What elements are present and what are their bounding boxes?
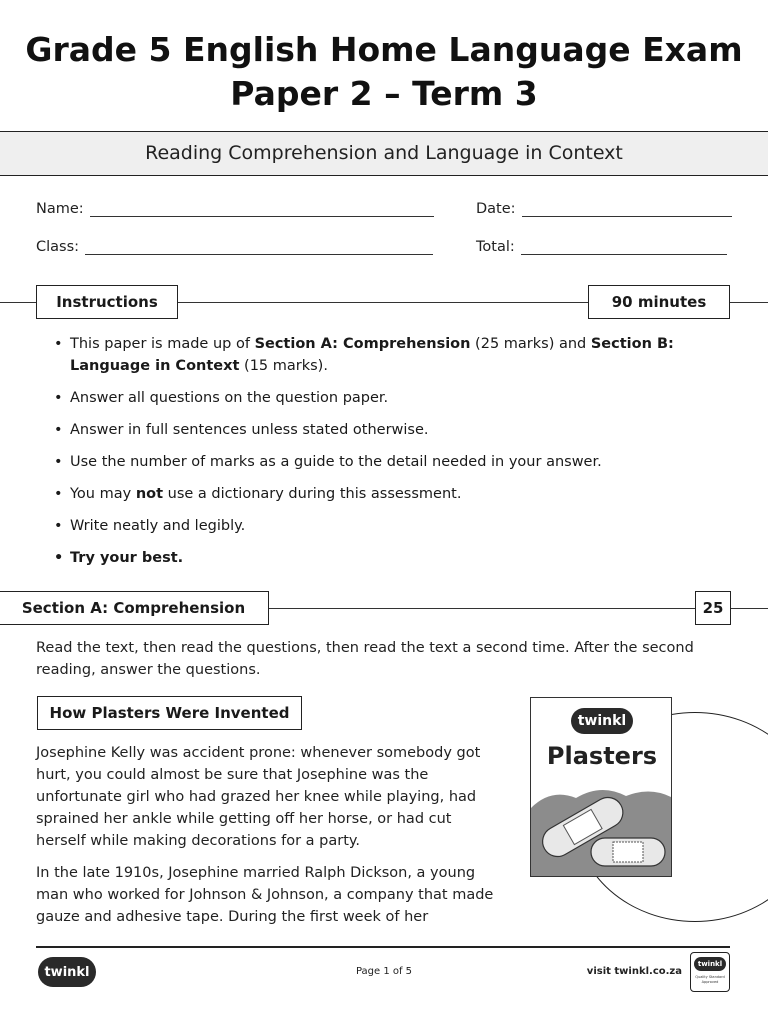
page-title: [0, 28, 768, 116]
section-a-heading: Section A: Comprehension: [0, 591, 269, 625]
badge-twinkl-logo: twinkl: [694, 957, 726, 971]
book-title: Plasters: [546, 742, 658, 770]
class-label: Class:: [36, 239, 80, 255]
instr-text: (25 marks) and: [470, 336, 591, 352]
class-field[interactable]: [36, 238, 433, 255]
list-item: • Answer all questions on the question paper.: [52, 387, 692, 409]
instr-text: You may: [70, 486, 136, 502]
name-line[interactable]: [90, 200, 434, 217]
instr-text: use a dictionary during this assessment.: [163, 486, 462, 502]
plasters-book-cover: [530, 697, 672, 877]
instr-bold: not: [135, 486, 164, 502]
section-a-intro: Read the text, then read the questions, then read the text a second time. After the second reading, answer the questions.: [36, 640, 694, 678]
class-line[interactable]: [85, 238, 433, 255]
list-item: • Answer in full sentences unless stated otherwise.: [52, 419, 692, 441]
list-item: • Use the number of marks as a guide to the detail needed in your answer.: [52, 451, 692, 473]
instructions-list: [52, 333, 692, 579]
title-line-1: Grade 5 English Home Language Exam: [25, 30, 743, 69]
passage-paragraph-1: Josephine Kelly was accident prone: whenever somebody got hurt, you could almost be sure that Josephine was the unfortunate girl who had grazed her knee while playing, had sprained her ankle while getting off her horse, or had cut herself while making decorations for a party.: [36, 745, 481, 849]
footer-website-link[interactable]: visit twinkl.co.za: [586, 966, 682, 977]
total-label: Total:: [476, 239, 515, 255]
text-title: How Plasters Were Invented: [37, 696, 302, 730]
title-line-2: Paper 2 – Term 3: [230, 74, 538, 113]
list-item: • Try your best.: [52, 547, 692, 569]
passage-paragraph-2: In the late 1910s, Josephine married Ralph Dickson, a young man who worked for Johnson & Johnson, a company that made gauze and adhesive tape. During the first week of her: [36, 865, 494, 925]
instr-bold: Section B: Language in Context: [70, 336, 674, 374]
duration-badge: 90 minutes: [588, 285, 730, 319]
badge-text: Quality Standard Approved: [695, 975, 725, 984]
instr-text: This paper is made up of: [70, 336, 255, 352]
name-field[interactable]: [36, 200, 434, 217]
name-label: Name:: [36, 201, 84, 217]
instructions-heading: Instructions: [36, 285, 178, 319]
section-a-marks: 25: [695, 591, 731, 625]
footer-twinkl-logo[interactable]: twinkl: [38, 957, 96, 987]
book-twinkl-logo: twinkl: [571, 708, 633, 734]
subtitle-band: Reading Comprehension and Language in Context: [0, 131, 768, 176]
date-line[interactable]: [522, 200, 732, 217]
list-item: [52, 333, 692, 377]
footer-rule: [36, 946, 730, 948]
date-label: Date:: [476, 201, 516, 217]
page-number: Page 1 of 5: [355, 966, 413, 977]
total-line[interactable]: [521, 238, 727, 255]
date-field[interactable]: [476, 200, 732, 217]
total-field[interactable]: [476, 238, 727, 255]
list-item: • Write neatly and legibly.: [52, 515, 692, 537]
instr-bold: Section A: Comprehension: [254, 336, 471, 352]
quality-badge: [690, 952, 730, 992]
list-item: [52, 483, 692, 505]
instr-text: (15 marks).: [239, 358, 328, 374]
